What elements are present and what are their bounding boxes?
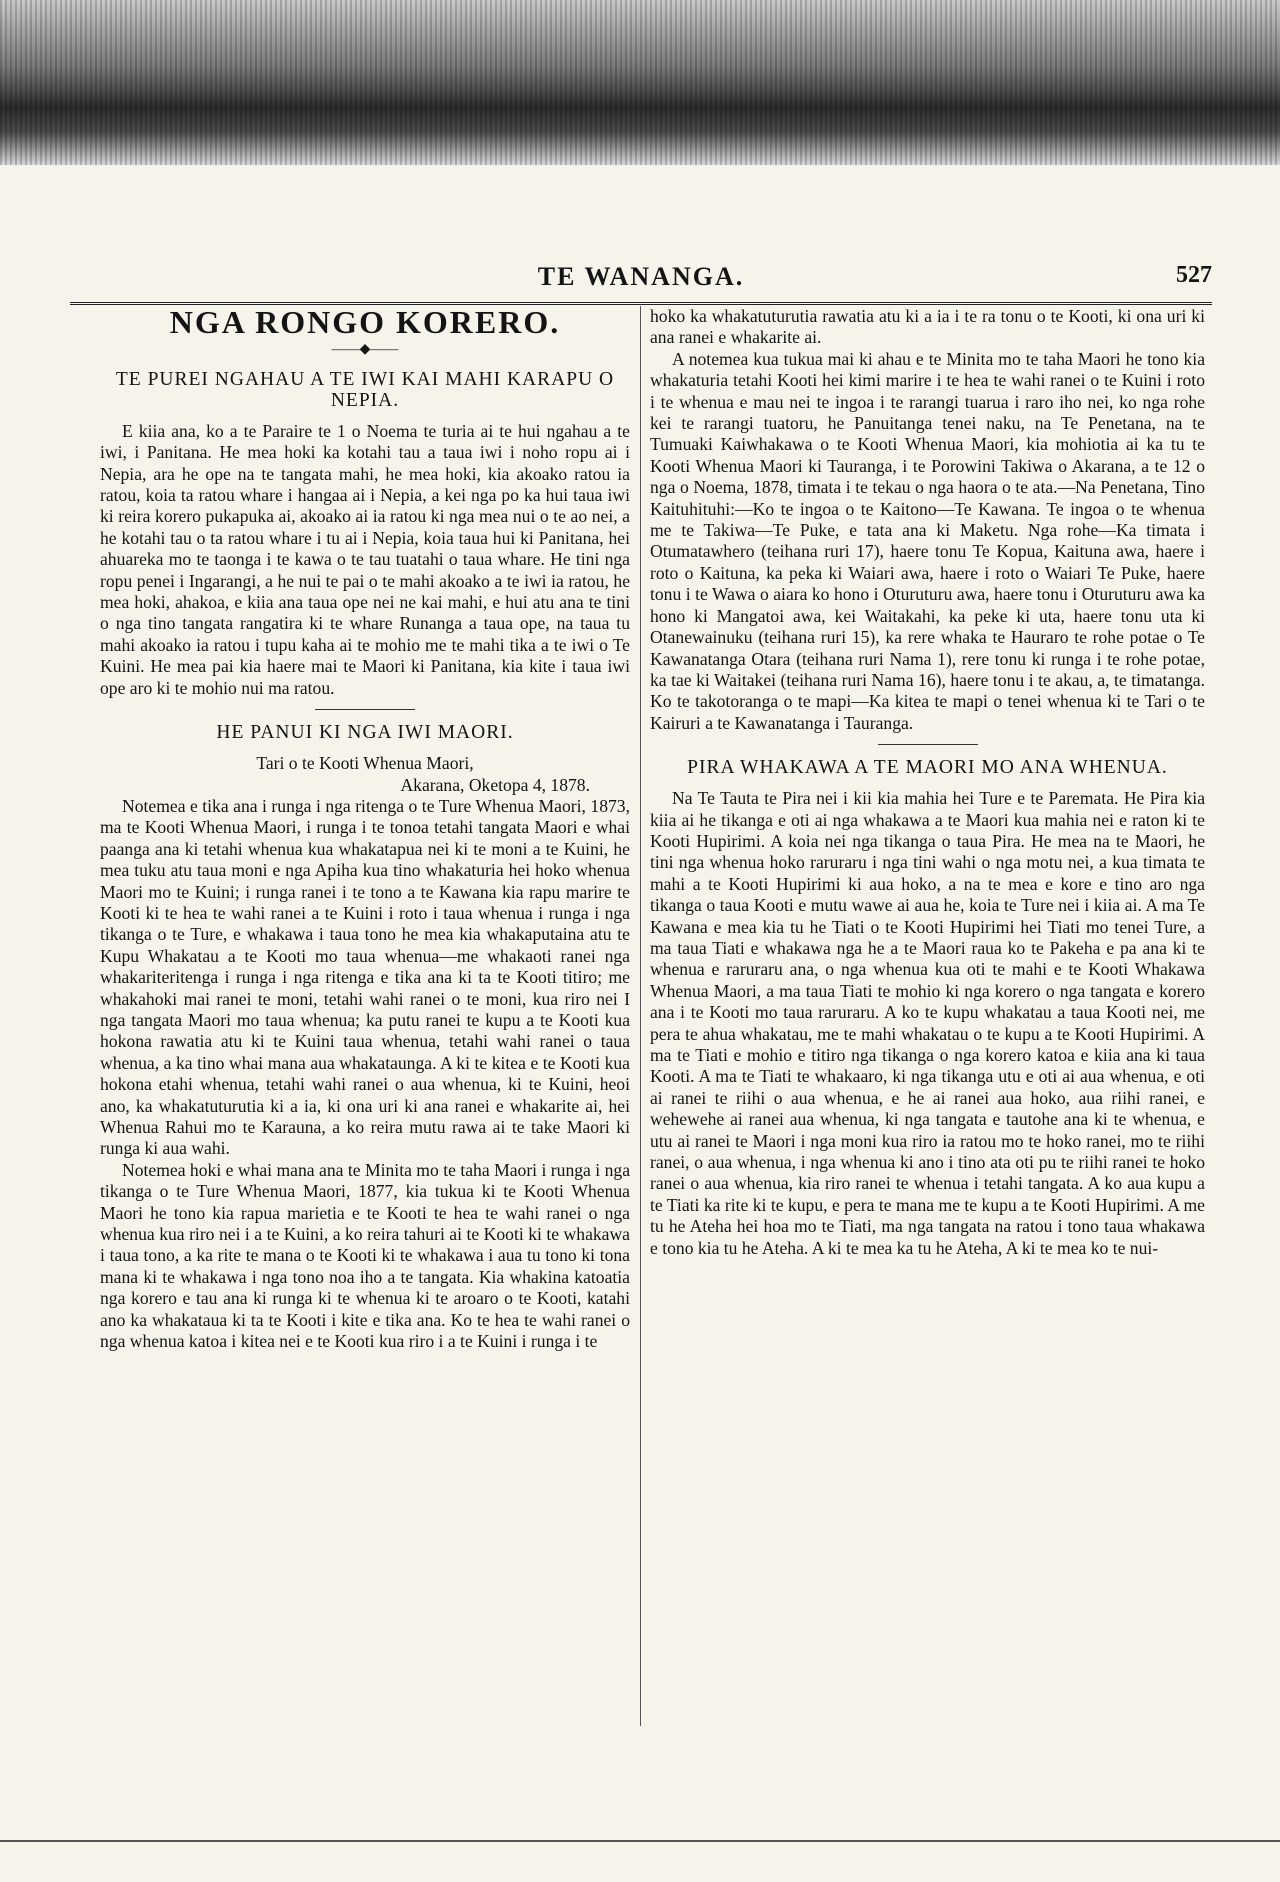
dateline-date: Akarana, Oketopa 4, 1878. [400, 774, 590, 795]
article-paragraph-continued: hoko ka whakatuturutia rawatia atu ki a ia i te ra tonu o te Kooti, ki ona uri ki ana ranei e whakarite ai. [650, 306, 1205, 348]
article-paragraph: A notemea kua tukua mai ki ahau e te Minita mo te taha Maori he tono kia whakaturia tetahi Kooti hei kimi marire i te hea te wahi ranei o te Kuini i roto i te whenua e mau nei te ingoa i te rarangi tuarua i raro iho nei, ko nga rohe kei te rarangi tuatoru, he Panuitanga tenei naku, na Te Penetana, na te Tumuaki Kaiwhakawa o te Kooti Whenua Maori, kia mohiotia ai ka tu te Kooti Whenua Maori ki Tauranga, i te Porowini Takiwa o Akarana, a te 12 o nga o Noema, 1878, timata i te tekau o nga haora o te ata.—Na Penetana, Tino Kaituhituhi:—Ko te ingoa o te Kaitono—Te Kawana. Te ingoa o te whenua me te Takiwa—Te Puke, e tata ana ki Maketu. Nga rohe—Ka timata i Otumatawhero (teihana ruri 17), haere tonu Te Kopua, Kaituna awa, haere i roto o Kaituna, ka peka ki Waiari awa, haere i roto o Waiari Te Puke, haere tonu i te Wawa o aiara ko hono i Oturuturu awa, haere tonu i Oturuturu awa ka hono ki Mangatoi awa, kei Waitakahi, ka peke ki uta, haere tonu uta ki Otanewainuku (teihana ruri 15), ka rere whaka te Hauraro te rohe potae o Te Kawanatanga Otara (teihana ruri Nama 1), rere tonu ki runga i te rohe potae, ka tae ki Waitakei (teihana ruri Nama 16), haere tonu i te akau, a, te timatanga. Ko te takotoranga o te mapi—Ka kitea te mapi o tenei whenua ki te Tari o te Kairuri a te Kawanatanga i Tauranga. [650, 348, 1205, 733]
article-paragraph: Na Te Tauta te Pira nei i kii kia mahia hei Ture e te Paremata. He Pira kia kiia ai he tikanga e oti ai nga whakawa a te Maori kua mahia nei e raton ki te Kooti Hupirimi. A koia nei nga tikanga o taua Pira. He mea na te Maori, he tini nga whenua hoko raruraru i nga tini wahi o nga motu nei, a kua timata te mahi a te Kooti Hupirimi ki aua hoko, a na te mea e kore e tino aro nga tikanga o taua Kooti e mutu wawe ai aua he, koia te Ture nei i kiia ai. A ma Te Kawana e mea kia tu he Tiati o te Kooti Hupirimi hei Tiati mo tenei Ture, a ma taua Tiati e whakawa nga he a te Maori raua ko te Pakeha e pa ana ki te whenua e raruraru ana, o nga whenua kua oti te mahi e te Kooti Whakawa Whenua Maori, a ma taua Tiati te mohio ki nga korero o nga tangata e korero ana i te Kooti mo taua raruraru. A ko te kupu whakatau a taua Kooti nei, me pera te ahua whakatau, me te mahi whakatau o te kupu a te Kooti Hupirimi. A ma te Tiati e mohio e titiro nga tikanga o nga korero katoa e kiia ana ki taua Kooti. A ma te Tiati te whakaaro, ki nga tikanga utu e oti ai aua whenua, e oti ai ranei te riihi o aua whenua, e he ai ranei aua hoko, aua riihi ranei, e wehewehe ai ranei aua whenua, ki nga tangata e tautohe ana ki te whenua, e utu ai ranei te Maori i nga moni kua riro ia ratou mo te hoko ranei, mo te riihi ranei, o aua whenua, i nga whenua ki ano i tino ata oti pu te riihi ranei te hoko ranei o aua whenua, kia riro ranei te whenua i tetahi tangata. A ko aua kupu a te Tiati ka rite ki te kupu, e pera te mana me te kupu a te Kooti Hupirimi. A me tu he Ateha hei hoa mo te Tiati, ma nga tangata na ratou i tono taua whakawa e tono kia tu he Ateha. A ki te mea ka tu he Ateha, A ki te mea ko te nui- [650, 788, 1205, 1258]
article-heading-pira: PIRA WHAKAWA A TE MAORI MO ANA WHENUA. [687, 757, 1168, 779]
divider [315, 709, 415, 710]
scan-header-strip [0, 0, 1280, 165]
right-column [650, 306, 1205, 1259]
article-paragraph: Notemea hoki e whai mana ana te Minita mo te taha Maori i runga i nga tikanga o te Ture Whenua Maori, 1877, kia tukua ki te Kooti Whenua Maori he tono kia rapua marietia e te Kooti te hea te wahi ranei o nga whenua kua riro nei i a te Kuini, a ko reira tahuri ai te Kooti ki te whakawa i taua tono, a ka rite te mana o te Kooti ki te whakawa i aua tu tono ki tona mana ki te whakawa i nga tono noa iho a te tangata. Kia whakina katoatia nga korero e tau ana ki runga ki te whenua ki te aroaro o te Kooti, katahi ano ka whakataua ki ta te Kooti i kite e tika ana. Ko te hea te wahi ranei o nga whenua katoa i kitea nei e te Kooti kua riro i a te Kuini i runga i te [100, 1159, 630, 1352]
column-divider [640, 306, 641, 1726]
article-paragraph: E kiia ana, ko a te Paraire te 1 o Noema te turia ai te hui ngahau a te iwi, i Panitana. He mea hoki ka kotahi tau a taua iwi i noho ropu ai i Nepia, ara he ope na te tangata mahi, he mea hoki, kia akoako ratou ia ratou, koia ta ratou whare i hangaa ai i Nepia, a kei nga po ka hui taua iwi ki reira korero pukapuka ai, akoako ai ia ratou ki nga mea nui o te ao nei, a he kotahi tau o ta ratou whare i tu ai i Nepia, koia taua hui ki Panitana, hei ahuareka mo te taonga i te kawa o te tau tuatahi o taua whare. He tini nga ropu penei i Ingarangi, a he nui te pai o te mahi akoako a te iwi ia ratou, he mea hoki, ahakoa, e kiia ana taua ope nei ne kai mahi, e hui atu ana te tini o nga tino tangata rangatira ki te whare Runanga a taua ope, na taua tu mahi akoako ia ratou i tupu kaha ai te mohio me te mahi tika a te iwi o Te Kuini. He mea pai kia haere mai te Maori ki Panitana, kia kite i taua iwi ope aro ki te mohio nui ma ratou. [100, 420, 630, 698]
article-heading-purei: TE PUREI NGAHAU A TE IWI KAI MAHI KARAPU O NEPIA. [115, 368, 615, 411]
article-heading-panui: HE PANUI KI NGA IWI MAORI. [216, 722, 514, 744]
newspaper-title: TE WANANGA. [537, 262, 745, 291]
section-title: NGA RONGO KORERO. [169, 304, 561, 340]
ornament-divider: ——◆—— [331, 342, 399, 358]
page-number: 527 [1176, 262, 1212, 288]
bottom-rule [0, 1840, 1280, 1842]
masthead [70, 262, 1212, 305]
dateline-office: Tari o te Kooti Whenua Maori, [256, 753, 474, 774]
divider [878, 744, 978, 745]
left-column [100, 306, 630, 1352]
article-paragraph: Notemea e tika ana i runga i nga ritenga o te Ture Whenua Maori, 1873, ma te Kooti Whenua Maori, i runga i te tonoa tetahi tangata Maori e whai paanga ana ki tetahi whenua kua whakatapua nei ki te moni a te Kuini, he mea tuku atu taua moni e nga Apiha kua tino whakaturia hei hoko whenua Maori mo te Kuini; i runga ranei i te tono a te Kawana kia rapu marire te Kooti ki te hea te wahi ranei a te Kuini i roto i taua whenua i runga i nga tikanga o te Ture, e whakawa i taua tono he mea kia whakaputaina atu te Kupu Whakatau a te Kooti mo taua whenua—me whakaoti ranei nga whakariteritenga i runga i nga ritenga e tika ana ki ta te Kooti titiro; me whakahoki mai ranei te moni, tetahi wahi ranei o te moni, kua riro nei I nga tangata Maori mo taua whenua; ka putu ranei te kupu a te Kooti kua hokona rawatia atu ki te Kuini taua whenua, tetahi wahi ranei o taua whenua, a ka tino whai mana aua whakataunga. A ki te kitea e te Kooti kua hokona etahi whenua, tetahi wahi ranei o aua whenua, ki te Kuini, heoi ano, ka whakatuturutia ki a ia, ki ona uri ki ana ranei e whakarite ai, hei Whenua Rahui mo te Karauna, a ko reira mutu rawa ai te take Maori ki runga ki aua wahi. [100, 795, 630, 1159]
